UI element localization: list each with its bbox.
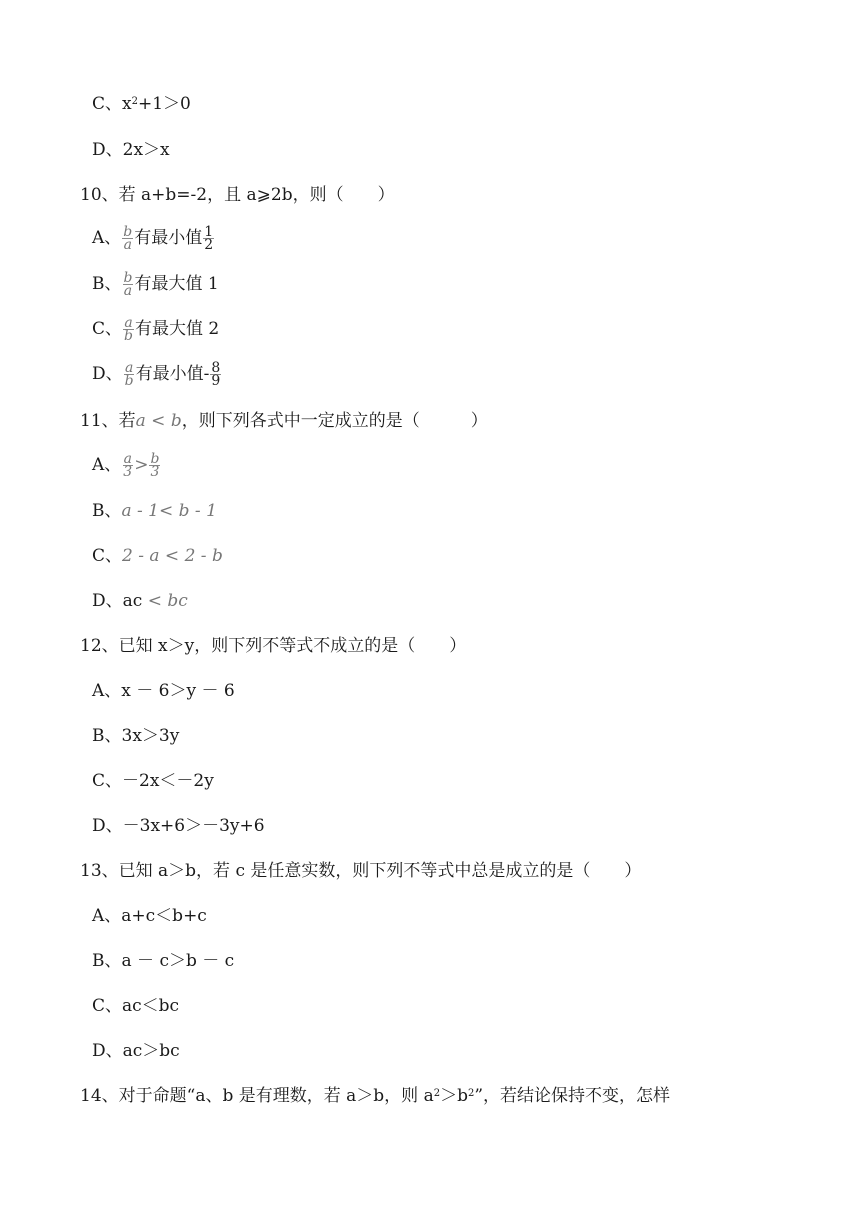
option-text: ac — [122, 591, 143, 611]
fraction: $\frac{b}{a}$ — [123, 224, 133, 253]
option-label: D、 — [92, 1041, 123, 1061]
option-label: D、 — [92, 364, 123, 384]
option-label: A、 — [92, 455, 122, 475]
option-text: 有最小值- — [135, 364, 210, 384]
option-label: A、 — [92, 228, 122, 248]
option-label: C、 — [92, 319, 123, 339]
fraction: $\frac{a}{b}$ — [124, 360, 134, 389]
fraction: $\frac{8}{9}$ — [211, 360, 221, 389]
option-13d — [92, 1040, 180, 1062]
option-13a — [92, 905, 207, 927]
question-11-stem: 11、若a < b，则下列各式中一定成立的是（ ） — [80, 411, 488, 431]
superscript: 2 — [467, 1088, 475, 1099]
option-11d — [92, 590, 188, 612]
option-11c — [92, 545, 223, 567]
option-label: D、 — [92, 816, 123, 836]
option-text: 有最大值 1 — [134, 274, 219, 294]
option-12b — [92, 725, 179, 747]
math-expression: a < b — [135, 411, 182, 431]
option-text: 3x＞3y — [121, 726, 180, 746]
question-12-stem: 12、已知 x＞y，则下列不等式不成立的是（ ） — [80, 636, 467, 656]
option-text: ac＜bc — [122, 996, 180, 1016]
fraction: $\frac{b}{3}$ — [150, 451, 160, 480]
option-text: －3x+6＞－3y+6 — [122, 816, 265, 836]
option-9d — [92, 139, 170, 161]
option-label: D、 — [92, 591, 123, 611]
math-expression: 2 - a < 2 - b — [122, 546, 223, 566]
option-13b — [92, 950, 234, 972]
option-label: A、 — [92, 906, 122, 926]
fraction: $\frac{1}{2}$ — [204, 224, 214, 253]
option-text: +1＞0 — [137, 94, 191, 114]
option-11b — [92, 500, 217, 522]
fraction: $\frac{b}{a}$ — [123, 270, 133, 299]
option-text: 2x＞x — [122, 140, 170, 160]
option-text: a+c＜b+c — [121, 906, 207, 926]
question-10-stem: 10、若 a+b=-2，且 a⩾2b，则（ ） — [80, 185, 395, 205]
option-9c — [92, 93, 191, 115]
option-10b — [92, 272, 219, 297]
math-expression: a - 1< b - 1 — [121, 501, 217, 521]
option-label: B、 — [92, 726, 122, 746]
question-14-stem: 14、对于命题“a、b 是有理数，若 a＞b，则 $a^2>b^2$”，若结论保持不变，怎样 — [80, 1086, 671, 1106]
option-11a — [92, 453, 161, 478]
superscript: 2 — [131, 96, 138, 107]
fraction: $\frac{a}{b}$ — [124, 315, 133, 344]
option-label: B、 — [92, 951, 122, 971]
math-operator: > — [134, 455, 149, 475]
option-label: A、 — [92, 681, 122, 701]
option-12a — [92, 680, 235, 702]
math-expression: < bc — [142, 591, 188, 611]
option-13c — [92, 995, 179, 1017]
option-label: C、 — [92, 546, 123, 566]
fraction: $\frac{a}{3}$ — [123, 451, 133, 480]
option-text: ac＞bc — [122, 1041, 180, 1061]
option-10c — [92, 317, 219, 342]
option-text: 有最小值 — [134, 228, 203, 248]
option-label: B、 — [92, 501, 122, 521]
option-12d — [92, 815, 265, 837]
question-13-stem: 13、已知 a＞b，若 c 是任意实数，则下列不等式中总是成立的是（ ） — [80, 861, 642, 881]
option-label: C、 — [92, 94, 123, 114]
superscript: 2 — [433, 1088, 441, 1099]
option-label: B、 — [92, 274, 122, 294]
option-text: x — [122, 94, 132, 114]
option-12c — [92, 770, 214, 792]
option-label: D、 — [92, 140, 123, 160]
option-text: －2x＜－2y — [122, 771, 214, 791]
option-text: 有最大值 2 — [134, 319, 220, 339]
option-10a — [92, 226, 215, 251]
option-10d — [92, 362, 222, 387]
option-label: C、 — [92, 996, 123, 1016]
option-text: x － 6＞y － 6 — [121, 681, 235, 701]
option-label: C、 — [92, 771, 123, 791]
option-text: a － c＞b － c — [121, 951, 235, 971]
